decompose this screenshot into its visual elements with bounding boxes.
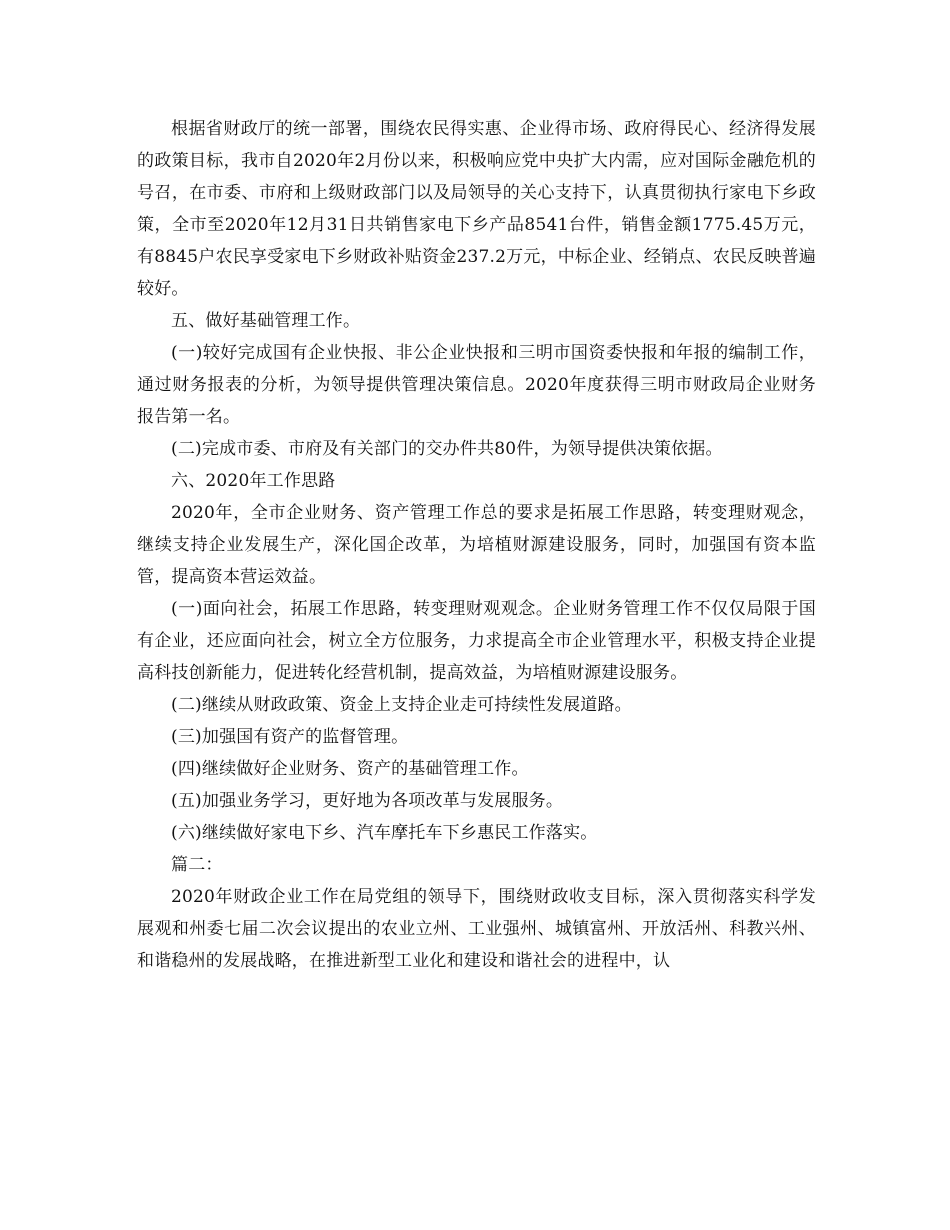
paragraph-plan-1: (一)面向社会，拓展工作思路，转变理财观观念。企业财务管理工作不仅仅局限于国有企业，还应面向社会，树立全方位服务，力求提高全市企业管理水平，积极支持企业提高科技创新能力，促进转化经营机制，提高效益，为培植财源建设服务。 <box>137 599 816 683</box>
paragraph-item-2: (二)完成市委、市府及有关部门的交办件共80件，为领导提供决策依据。 <box>171 439 723 459</box>
paragraph-plan-2: (二)继续从财政政策、资金上支持企业走可持续性发展道路。 <box>171 695 632 715</box>
paragraph-part-two: 2020年财政企业工作在局党组的领导下，围绕财政收支目标，深入贯彻落实科学发展观和州委七届二次会议提出的农业立州、工业强州、城镇富州、开放活州、科教兴州、和谐稳州的发展战略，在推进新型工业化和建设和谐社会的进程中，认 <box>137 887 816 971</box>
paragraph-plan-5: (五)加强业务学习，更好地为各项改革与发展服务。 <box>171 791 564 811</box>
heading-section-five: 五、做好基础管理工作。 <box>171 311 361 331</box>
paragraph-item-1: (一)较好完成国有企业快报、非公企业快报和三明市国资委快报和年报的编制工作，通过财务报表的分析，为领导提供管理决策信息。2020年度获得三明市财政局企业财务报告第一名。 <box>137 343 816 427</box>
paragraph-2020-overview: 2020年，全市企业财务、资产管理工作总的要求是拓展工作思路，转变理财观念，继续支持企业发展生产，深化国企改革，为培植财源建设服务，同时，加强国有资本监管，提高资本营运效益。 <box>137 503 816 587</box>
paragraph-plan-4: (四)继续做好企业财务、资产的基础管理工作。 <box>171 759 529 779</box>
heading-section-six: 六、2020年工作思路 <box>171 471 336 491</box>
document-body <box>137 113 816 977</box>
paragraph-plan-6: (六)继续做好家电下乡、汽车摩托车下乡惠民工作落实。 <box>171 823 598 843</box>
paragraph-intro: 根据省财政厅的统一部署，围绕农民得实惠、企业得市场、政府得民心、经济得发展的政策目标，我市自2020年2月份以来，积极响应党中央扩大内需，应对国际金融危机的号召，在市委、市府和上级财政部门以及局领导的关心支持下，认真贯彻执行家电下乡政策，全市至2020年12月31日共销售家电下乡产品8541台件，销售金额1775.45万元，有8845户农民享受家电下乡财政补贴资金237.2万元，中标企业、经销点、农民反映普遍较好。 <box>137 119 816 299</box>
heading-part-two: 篇二： <box>171 855 223 875</box>
paragraph-plan-3: (三)加强国有资产的监督管理。 <box>171 727 409 747</box>
